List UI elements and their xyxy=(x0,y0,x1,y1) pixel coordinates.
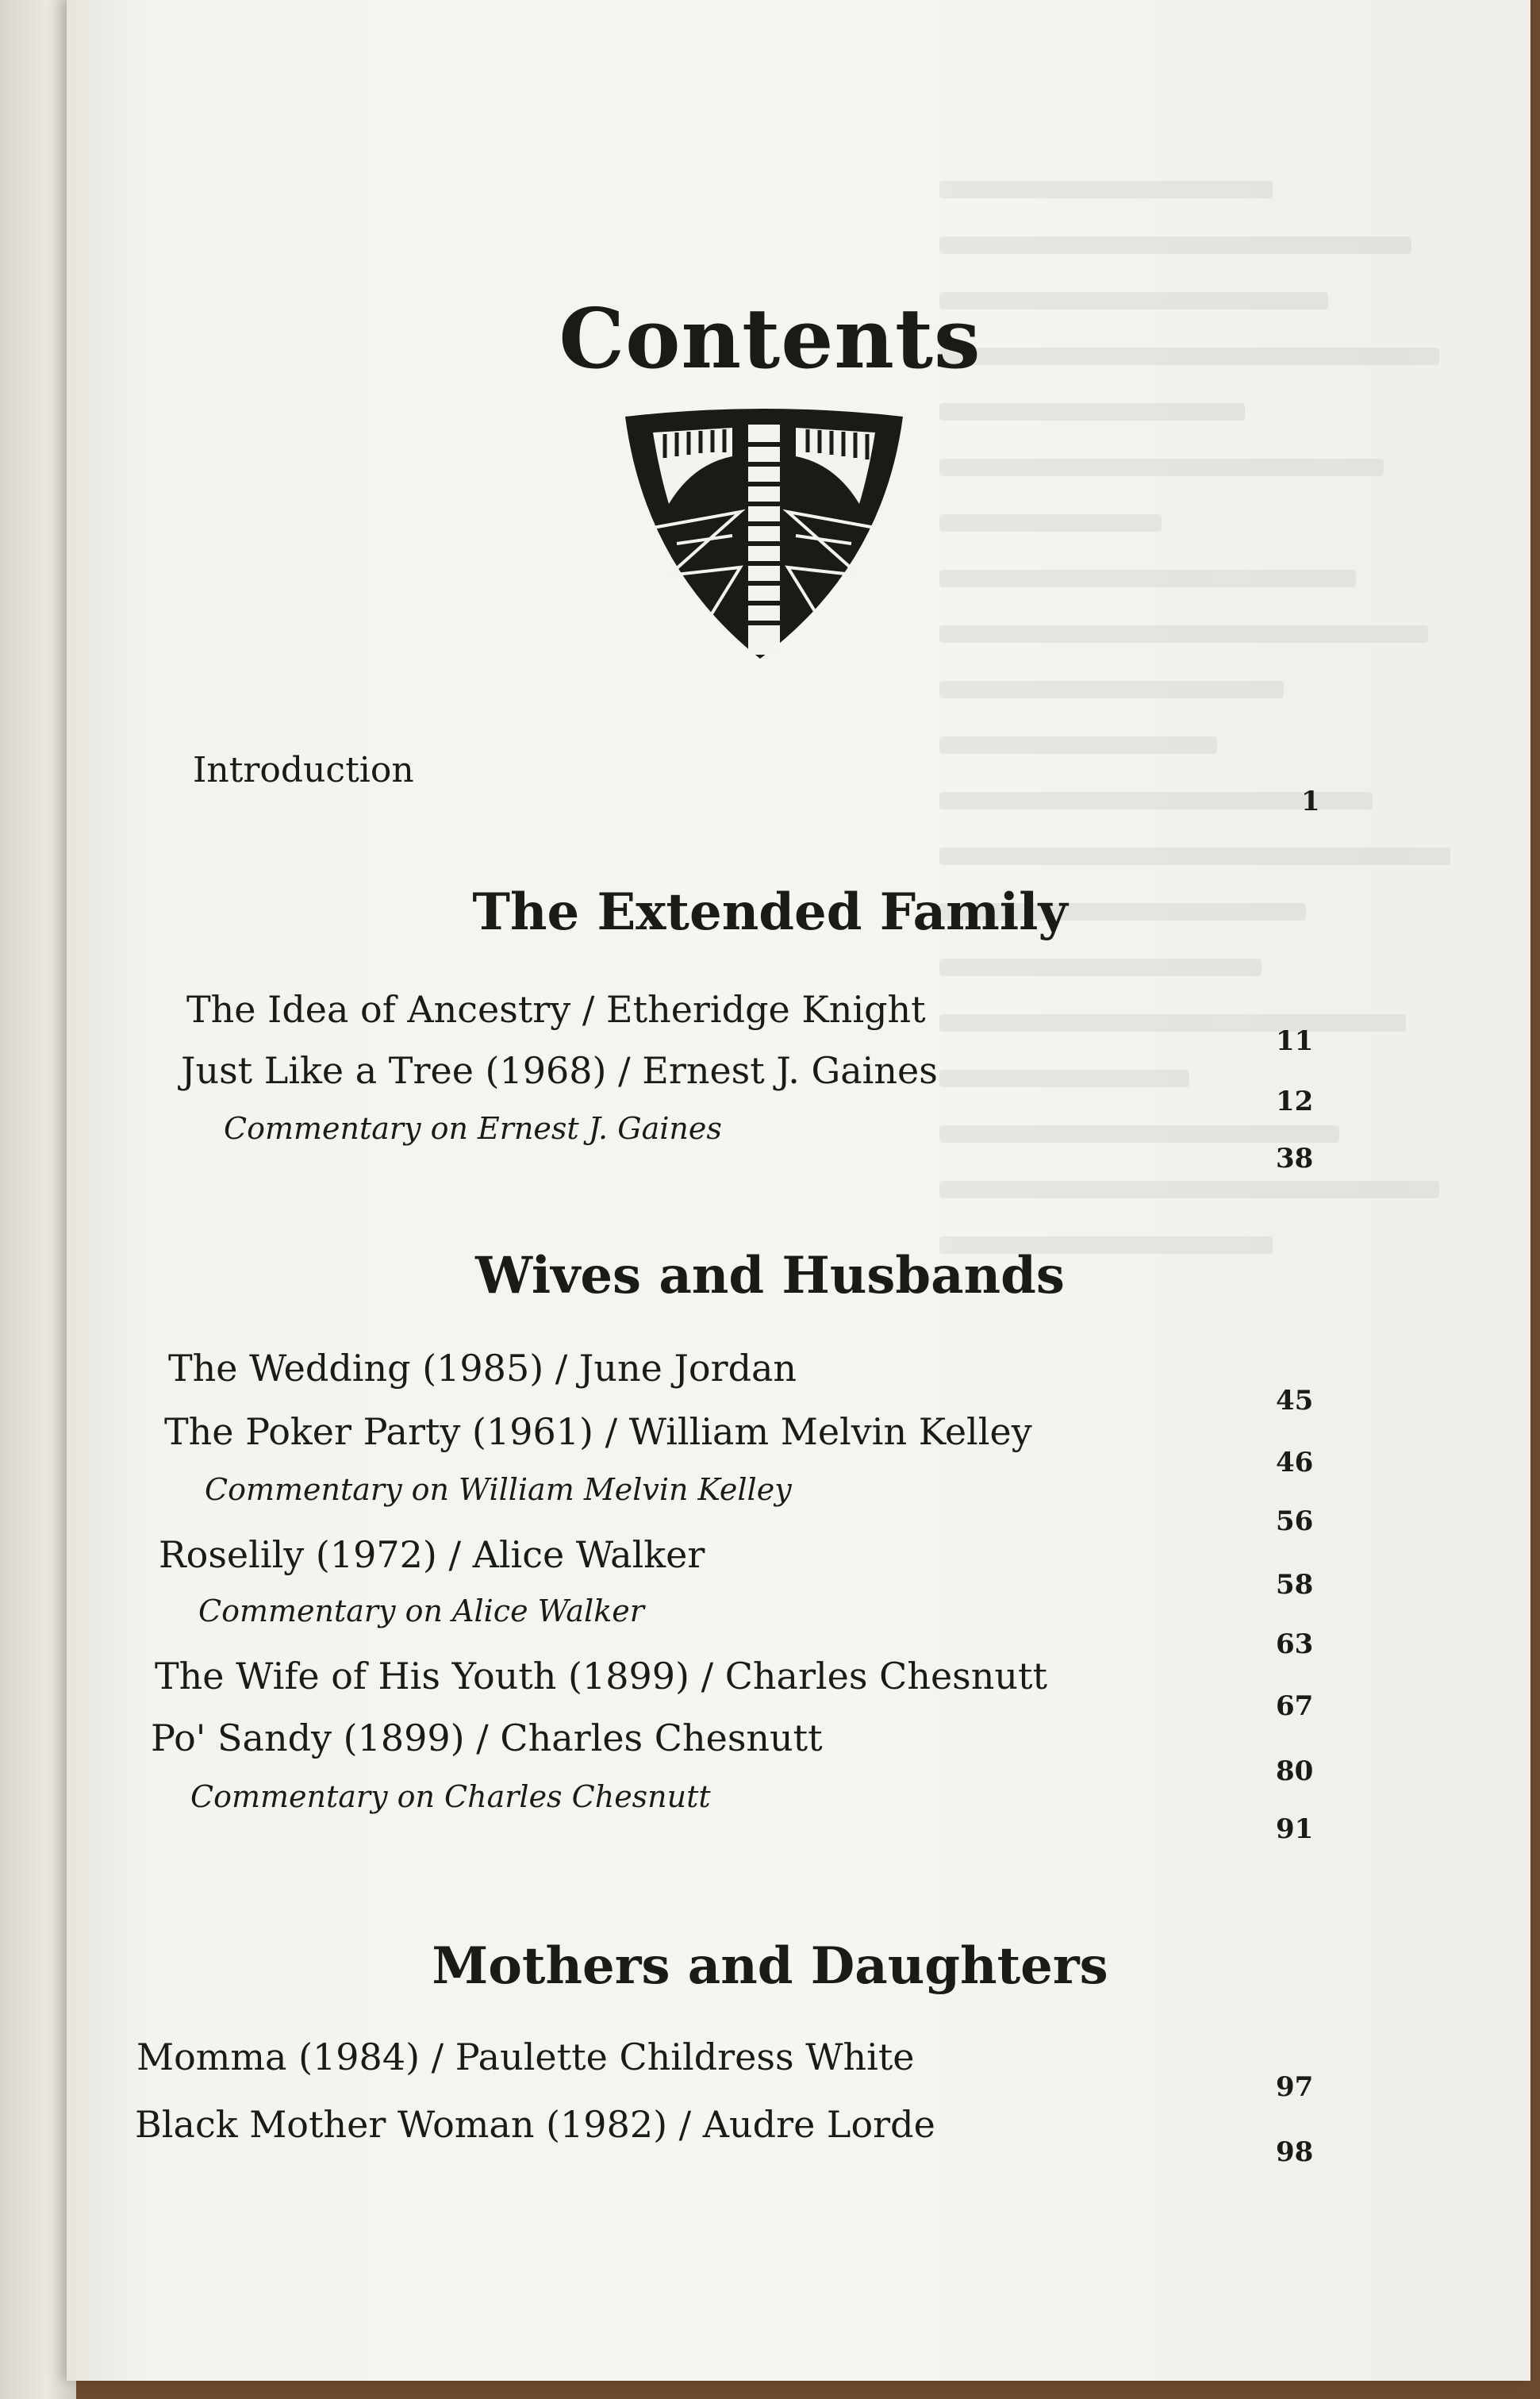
toc-page-number: 11 xyxy=(1276,1025,1314,1057)
toc-page-number: 63 xyxy=(1276,1628,1314,1660)
introduction-page-number: 1 xyxy=(1301,786,1320,817)
toc-entry: The Wife of His Youth (1899) / Charles Chesnutt xyxy=(155,1655,1048,1697)
toc-commentary-entry: Commentary on Alice Walker xyxy=(198,1594,644,1628)
toc-entry: Just Like a Tree (1968) / Ernest J. Gaines xyxy=(181,1049,938,1092)
toc-page-number: 91 xyxy=(1276,1813,1314,1845)
section-heading-wives-husbands: Wives and Husbands xyxy=(475,1246,1065,1305)
toc-commentary-entry: Commentary on Ernest J. Gaines xyxy=(224,1111,722,1146)
toc-page-number: 98 xyxy=(1276,2136,1314,2168)
toc-page-number: 80 xyxy=(1276,1755,1314,1787)
bleed-through-text xyxy=(939,143,1495,2206)
toc-page-number: 45 xyxy=(1276,1385,1314,1417)
introduction-label: Introduction xyxy=(193,750,414,790)
toc-page-number: 58 xyxy=(1276,1569,1314,1601)
toc-entry: The Wedding (1985) / June Jordan xyxy=(168,1347,797,1390)
section-heading-mothers-daughters: Mothers and Daughters xyxy=(432,1936,1108,1996)
toc-commentary-entry: Commentary on Charles Chesnutt xyxy=(190,1779,711,1814)
toc-page-number: 38 xyxy=(1276,1143,1314,1175)
toc-entry: The Idea of Ancestry / Etheridge Knight xyxy=(186,988,926,1031)
section-heading-extended-family: The Extended Family xyxy=(472,882,1068,942)
toc-page-number: 67 xyxy=(1276,1690,1314,1722)
toc-entry: Roselily (1972) / Alice Walker xyxy=(159,1533,705,1576)
toc-commentary-entry: Commentary on William Melvin Kelley xyxy=(205,1472,792,1507)
toc-page-number: 12 xyxy=(1276,1086,1314,1117)
shield-emblem-icon xyxy=(621,409,907,663)
toc-entry: Black Mother Woman (1982) / Audre Lorde xyxy=(135,2103,935,2146)
toc-page-number: 46 xyxy=(1276,1447,1314,1478)
toc-page-number: 56 xyxy=(1276,1505,1314,1537)
toc-entry: Po' Sandy (1899) / Charles Chesnutt xyxy=(151,1717,823,1759)
toc-page-number: 97 xyxy=(1276,2071,1314,2103)
toc-entry: The Poker Party (1961) / William Melvin Kelley xyxy=(164,1410,1032,1453)
page-title: Contents xyxy=(559,290,981,387)
toc-entry: Momma (1984) / Paulette Childress White xyxy=(136,2036,915,2078)
